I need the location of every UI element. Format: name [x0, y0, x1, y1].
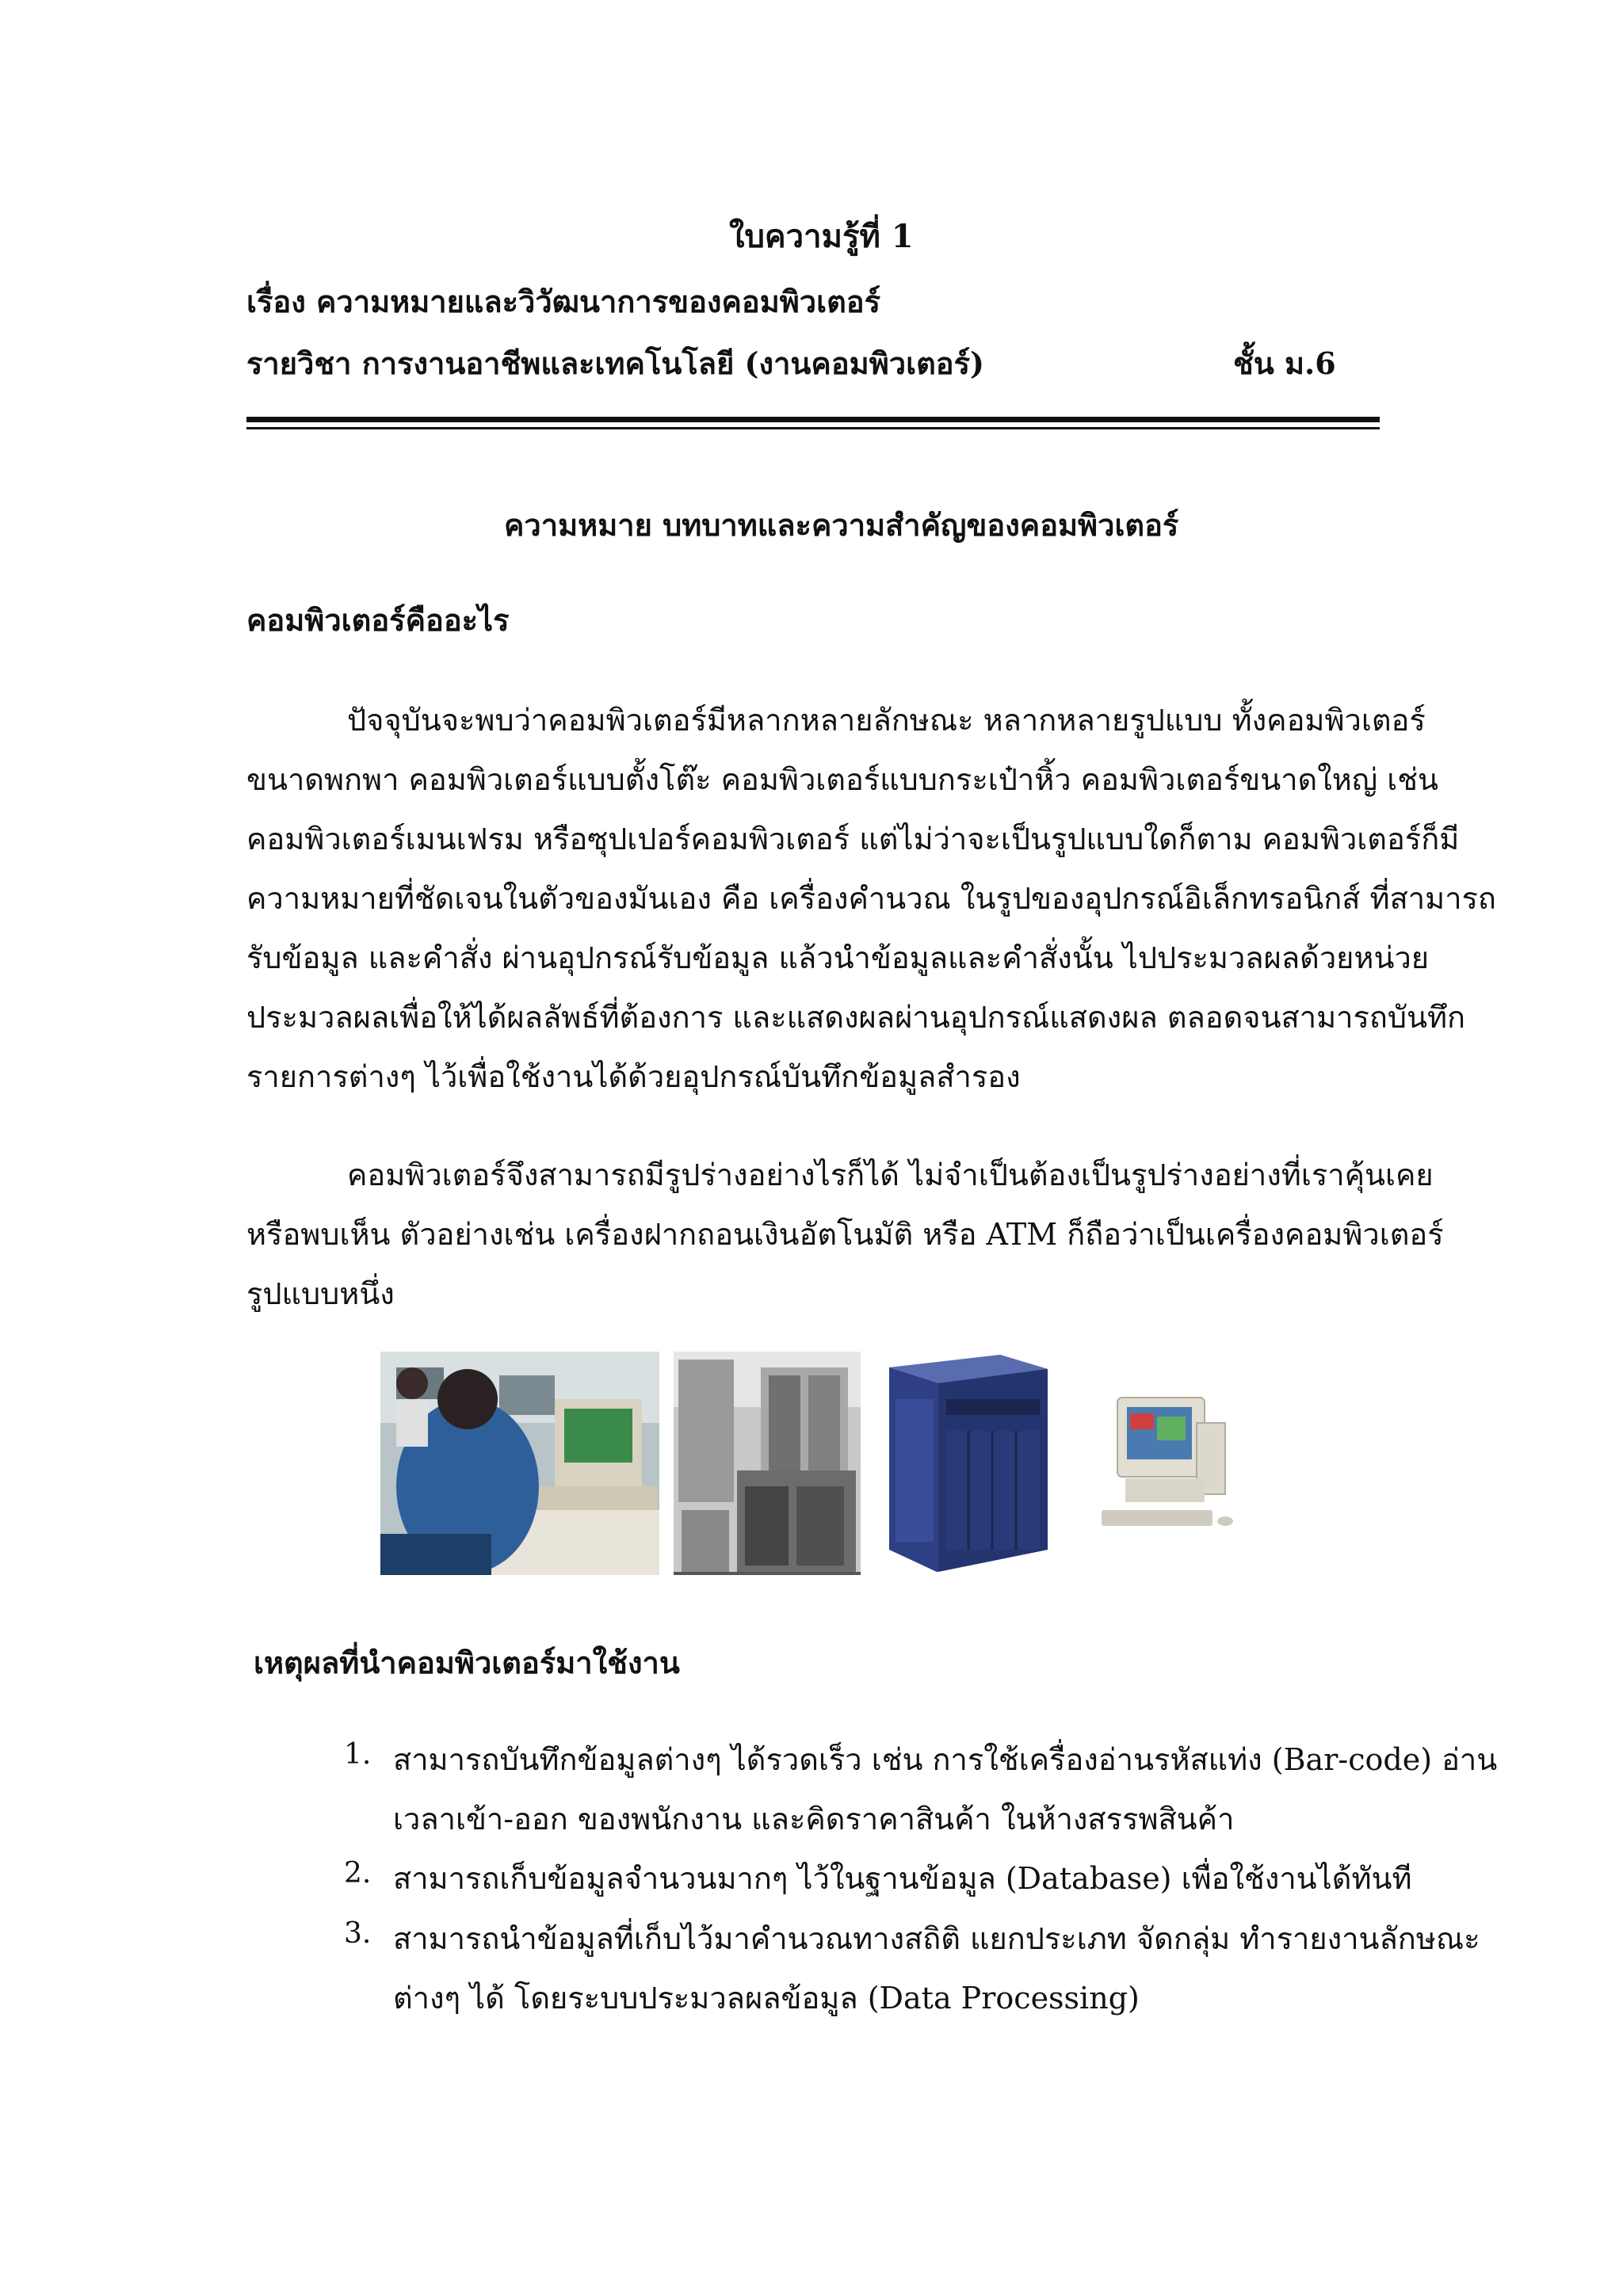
paragraph1-line: รายการต่างๆ ไว้เพื่อใช้งานได้ด้วยอุปกรณ์บันทึกข้อมูลสำรอง	[246, 1059, 1021, 1094]
list-item-line: สามารถบันทึกข้อมูลต่างๆ ได้รวดเร็ว เช่น การใช้เครื่องอ่านรหัสแท่ง (Bar-code) อ่าน	[393, 1742, 1498, 1777]
paragraph1-line: คอมพิวเตอร์เมนเฟรม หรือซุปเปอร์คอมพิวเตอร์ แต่ไม่ว่าจะเป็นรูปแบบใดก็ตาม คอมพิวเตอร์ก็มี	[246, 822, 1460, 856]
computer-lab-photo	[380, 1352, 659, 1575]
header-rule-thin	[246, 427, 1380, 429]
list-item-line: สามารถเก็บข้อมูลจำนวนมากๆ ไว้ในฐานข้อมูล (Database) เพื่อใช้งานได้ทันที	[393, 1861, 1412, 1896]
server-cabinet-photo	[881, 1352, 1052, 1575]
grade-label: ชั้น ม.6	[1233, 345, 1336, 381]
list-item-number: 2.	[344, 1857, 372, 1890]
paragraph1-line: ประมวลผลเพื่อให้ได้ผลลัพธ์ที่ต้องการ และแสดงผลผ่านอุปกรณ์แสดงผล ตลอดจนสามารถบันทึก	[246, 1000, 1466, 1035]
desktop-pc-photo	[1070, 1352, 1249, 1575]
list-item-line: สามารถนำข้อมูลที่เก็บไว้มาคำนวณทางสถิติ แยกประเภท จัดกลุ่ม ทำรายงานลักษณะ	[393, 1921, 1480, 1956]
paragraph1-line: ขนาดพกพา คอมพิวเตอร์แบบตั้งโต๊ะ คอมพิวเตอร์แบบกระเป๋าหิ้ว คอมพิวเตอร์ขนาดใหญ่ เช่น	[246, 762, 1439, 797]
list-item-line: ต่างๆ ได้ โดยระบบประมวลผลข้อมูล (Data Processing)	[393, 1981, 1140, 2016]
sheet-title: ใบความรู้ที่ 1	[729, 218, 914, 255]
reasons-heading: เหตุผลที่นำคอมพิวเตอร์มาใช้งาน	[254, 1645, 680, 1680]
paragraph2-line: คอมพิวเตอร์จึงสามารถมีรูปร่างอย่างไรก็ได้ ไม่จำเป็นต้องเป็นรูปร่างอย่างที่เราคุ้นเคย	[347, 1158, 1434, 1192]
what-is-heading: คอมพิวเตอร์คืออะไร	[246, 602, 510, 638]
header-rule-thick	[246, 417, 1380, 422]
topic-line: เรื่อง ความหมายและวิวัฒนาการของคอมพิวเตอร์	[246, 284, 881, 319]
early-computer-photo	[674, 1352, 861, 1575]
list-item-number: 3.	[344, 1917, 372, 1950]
subject-line: รายวิชา การงานอาชีพและเทคโนโลยี (งานคอมพิวเตอร์)	[246, 345, 984, 381]
paragraph1-line: ความหมายที่ชัดเจนในตัวของมันเอง คือ เครื่องคำนวณ ในรูปของอุปกรณ์อิเล็กทรอนิกส์ ที่สามารถ	[246, 881, 1496, 916]
section-title: ความหมาย บทบาทและความสำคัญของคอมพิวเตอร์	[504, 507, 1179, 543]
paragraph1-line: รับข้อมูล และคำสั่ง ผ่านอุปกรณ์รับข้อมูล แล้วนำข้อมูลและคำสั่งนั้น ไปประมวลผลด้วยหน่วย	[246, 940, 1430, 975]
list-item-number: 1.	[344, 1738, 372, 1771]
paragraph2-line: หรือพบเห็น ตัวอย่างเช่น เครื่องฝากถอนเงินอัตโนมัติ หรือ ATM ก็ถือว่าเป็นเครื่องคอมพิวเตอร์	[246, 1217, 1444, 1252]
list-item-line: เวลาเข้า-ออก ของพนักงาน และคิดราคาสินค้า ในห้างสรรพสินค้า	[393, 1802, 1235, 1836]
paragraph2-line: รูปแบบหนึ่ง	[246, 1276, 395, 1311]
paragraph1-line: ปัจจุบันจะพบว่าคอมพิวเตอร์มีหลากหลายลักษณะ หลากหลายรูปแบบ ทั้งคอมพิวเตอร์	[347, 703, 1426, 738]
